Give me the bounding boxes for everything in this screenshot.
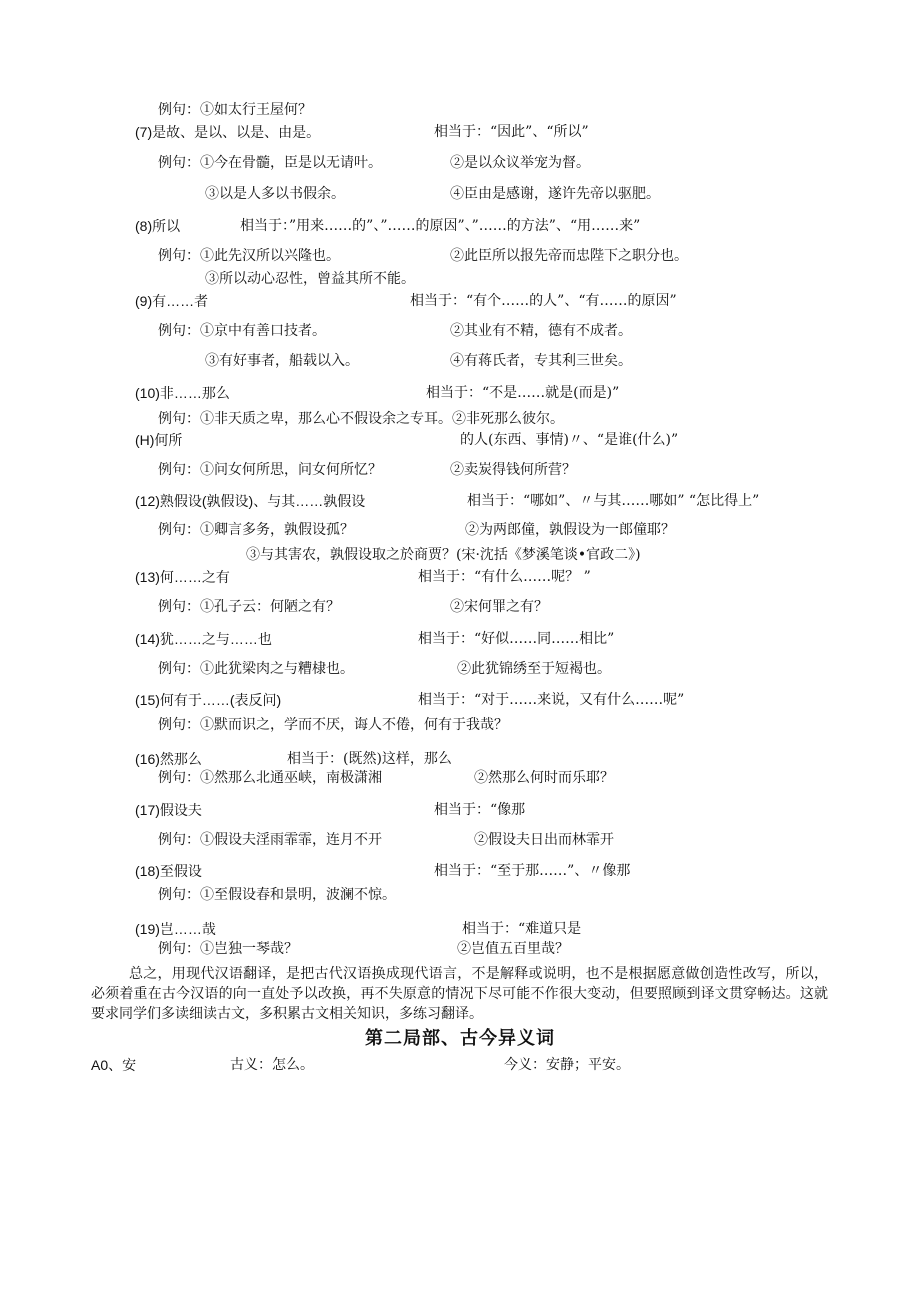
ancient-meaning: 古义：怎么。 xyxy=(230,1057,314,1073)
example-line: ②其业有不精，德有不成者。 xyxy=(450,323,632,339)
example-line: ③以是人多以书假余。 xyxy=(205,186,345,202)
example-line: 例句：①今在骨髓，臣是以无请叶。 xyxy=(158,155,382,171)
pattern-meaning: 相当于：“好似……同……相比” xyxy=(418,631,615,647)
example-line: ②然那么何时而乐耶？ xyxy=(474,770,614,786)
pattern-meaning: 相当于：”用来……的”、”……的原因”、”……的方法”、“用……来” xyxy=(240,218,641,234)
pattern-heading: (12)熟假设(孰假设)、与其……孰假设 xyxy=(135,493,366,509)
example-line: 例句：①京中有善口技者。 xyxy=(158,323,326,339)
modern-meaning: 今义：安静；平安。 xyxy=(504,1057,630,1073)
pattern-heading: (9)有……者 xyxy=(135,293,209,309)
example-line: ②此犹锦绣至于短褐也。 xyxy=(457,661,611,677)
example-line: 例句：①假设夫淫雨霏霏，连月不开 xyxy=(158,832,382,848)
pattern-meaning: 的人(东西、事情)〃、“是谁(什么)” xyxy=(460,432,679,448)
example-line: 例句：①问女何所思，问女何所忆？ xyxy=(158,462,382,478)
example-line: 例句：①默而识之，学而不厌，诲人不倦，何有于我哉？ xyxy=(158,717,508,733)
section-title: 第二局部、古今异义词 xyxy=(365,1028,555,1049)
example-line: ②为两郎僮，孰假设为一郎僮耶？ xyxy=(465,522,675,538)
pattern-meaning: 相当于：“对于……来说，又有什么……呢” xyxy=(418,692,685,708)
pattern-meaning: 相当于：“至于那……”、〃像那 xyxy=(434,863,631,879)
example-line: 例句：①孔子云：何陋之有？ xyxy=(158,599,340,615)
example-line: ②岂值五百里哉？ xyxy=(457,941,569,957)
pattern-meaning: 相当于：“有什么……呢？ ” xyxy=(418,569,591,585)
example-line: ②是以众议举宠为督。 xyxy=(450,155,590,171)
example-line: ②宋何罪之有？ xyxy=(450,599,548,615)
pattern-meaning: 相当于：“有个……的人”、“有……的原因” xyxy=(410,293,677,309)
pattern-heading: (17)假设夫 xyxy=(135,802,202,818)
pattern-heading: (19)岂……哉 xyxy=(135,921,216,937)
example-line: 例句：①至假设春和景明，波澜不惊。 xyxy=(158,887,396,903)
pattern-meaning: 相当于：“因此”、“所以” xyxy=(434,124,589,140)
pattern-meaning: 相当于：(既然)这样，那么 xyxy=(287,751,452,767)
pattern-heading: (18)至假设 xyxy=(135,863,202,879)
term-label: A0、安 xyxy=(91,1057,137,1073)
pattern-heading: (14)犹……之与……也 xyxy=(135,631,272,647)
summary-paragraph: 总之，用现代汉语翻译，是把古代汉语换成现代语言，不是解释或说明，也不是根据愿意做创造性改写，所以，必须着重在古今汉语的向一直处予以改换，再不失原意的情况下尽可能不作很大变动，但要照顾到译文贯穿畅达。这就要求同学们多读细读古文，多积累古文相关知识，多练习翻译。 xyxy=(91,966,828,1022)
example-line: ②此臣所以报先帝而忠陛下之职分也。 xyxy=(450,248,688,264)
example-line: 例句：①如太行王屋何？ xyxy=(158,102,312,118)
pattern-heading: (7)是故、是以、以是、由是。 xyxy=(135,124,321,140)
example-line: ③与其害农，孰假设取之於商贾？(宋·沈括《梦溪笔谈•官政二》) xyxy=(246,547,641,563)
example-line: 例句：①非天质之卑，那么心不假设余之专耳。②非死那么彼尔。 xyxy=(158,411,564,427)
pattern-heading: (16)然那么 xyxy=(135,751,202,767)
example-line: ③有好事者，船载以入。 xyxy=(205,353,359,369)
pattern-meaning: 相当于：“哪如”、〃与其……哪如” “怎比得上” xyxy=(467,493,760,509)
example-line: 例句：①岂独一琴哉？ xyxy=(158,941,298,957)
example-line: 例句：①卿言多务，孰假设孤？ xyxy=(158,522,354,538)
pattern-heading: (8)所以 xyxy=(135,218,181,234)
example-line: 例句：①此先汉所以兴隆也。 xyxy=(158,248,340,264)
pattern-meaning: 相当于：“像那 xyxy=(434,802,526,818)
pattern-heading: (10)非……那么 xyxy=(135,385,230,401)
example-line: ②卖炭得钱何所营？ xyxy=(450,462,576,478)
example-line: 例句：①然那么北通巫峡，南极潇湘 xyxy=(158,770,382,786)
example-line: ②假设夫日出而林霏开 xyxy=(474,832,614,848)
pattern-meaning: 相当于：“不是……就是(而是)” xyxy=(426,385,620,401)
pattern-heading: (13)何……之有 xyxy=(135,569,230,585)
example-line: ④臣由是感谢，遂许先帝以驱肥。 xyxy=(450,186,660,202)
pattern-meaning: 相当于：“难道只是 xyxy=(462,921,582,937)
pattern-heading: (H)何所 xyxy=(135,432,183,448)
pattern-heading: (15)何有于……(表反问) xyxy=(135,692,282,708)
example-line: ④有蒋氏者，专其利三世矣。 xyxy=(450,353,632,369)
example-line: 例句：①此犹梁肉之与糟棣也。 xyxy=(158,661,354,677)
example-line: ③所以动心忍性，曾益其所不能。 xyxy=(205,271,415,287)
